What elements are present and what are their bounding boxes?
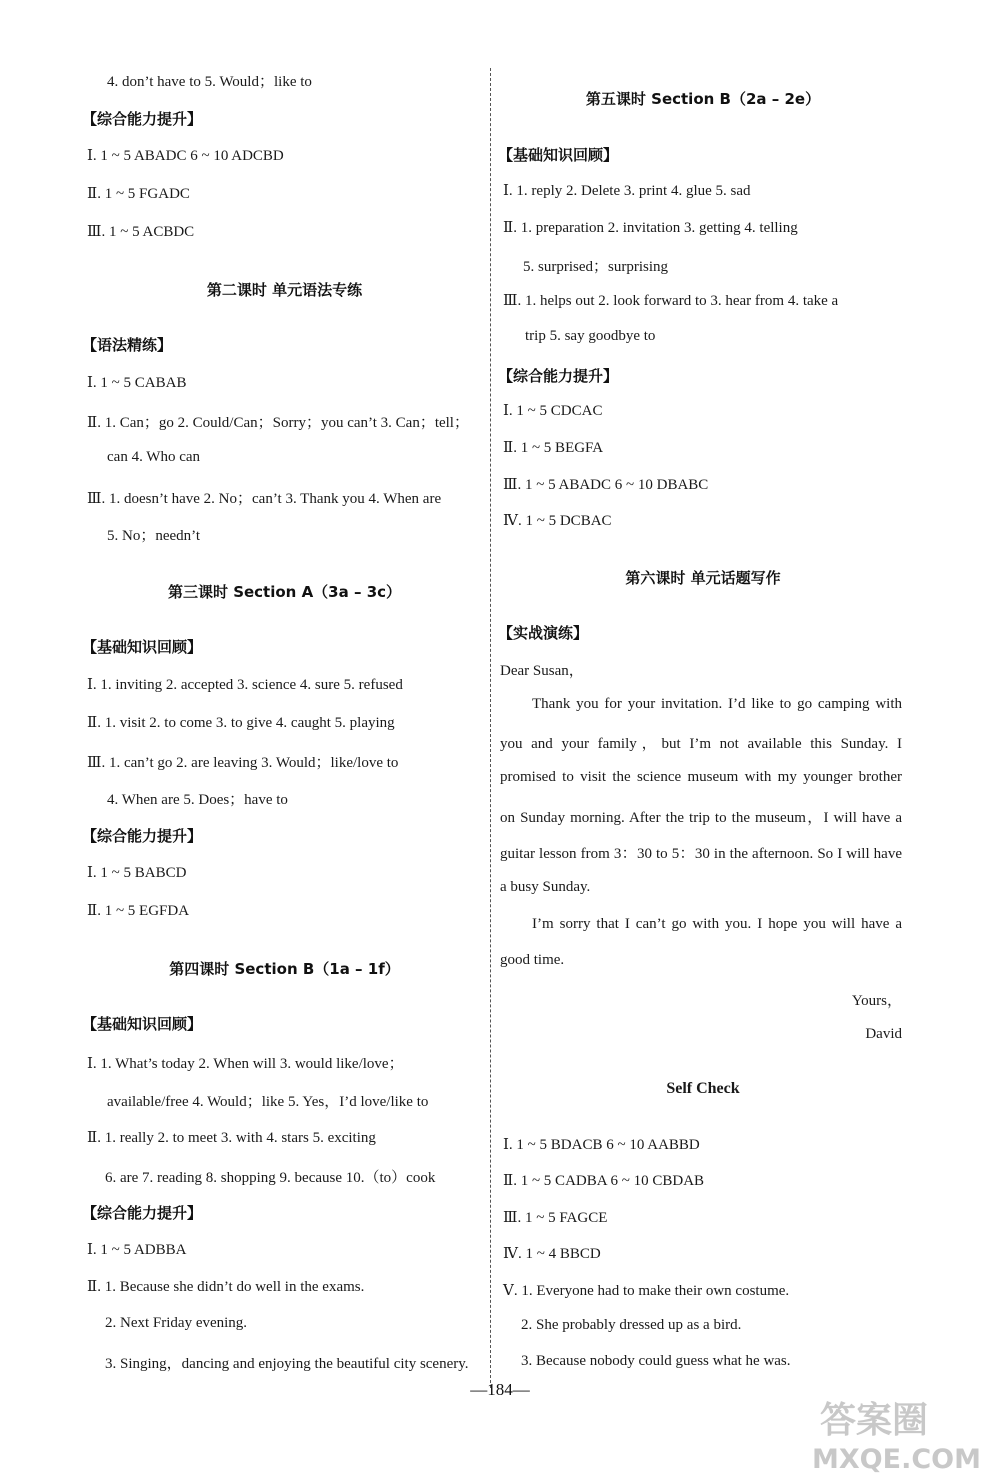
answer-line: Ⅰ. 1 ~ 5 CABAB: [87, 375, 187, 391]
answer-line: Ⅰ. 1 ~ 5 BDACB 6 ~ 10 AABBD: [503, 1137, 700, 1153]
letter-text: I’m sorry that I can’t go with you. I hope you will have a: [532, 916, 902, 932]
answer-line: 4. don’t have to 5. Would；like to: [107, 74, 312, 90]
answer-line: Ⅲ. 1 ~ 5 ACBDC: [87, 224, 195, 240]
answer-line: 2. Next Friday evening.: [105, 1315, 248, 1331]
section-label: 【基础知识回顾】: [498, 146, 619, 164]
answer-line: Ⅰ. 1. What’s today 2. When will 3. would like/love；: [87, 1056, 404, 1072]
answer-line: Ⅱ. 1. Can；go 2. Could/Can；Sorry；you can’t 3. Can；tell；: [87, 415, 469, 431]
answer-line: Ⅲ. 1 ~ 5 FAGCE: [503, 1210, 608, 1226]
answer-line: 4. When are 5. Does；have to: [107, 792, 288, 808]
section-label: 【综合能力提升】: [82, 1204, 203, 1222]
answer-line: Ⅲ. 1 ~ 5 ABADC 6 ~ 10 DBABC: [503, 477, 709, 493]
lesson-title: Self Check: [666, 1080, 740, 1097]
page-number: —184—: [470, 1380, 530, 1399]
answer-line: Ⅱ. 1. Because she didn’t do well in the exams.: [87, 1279, 365, 1295]
answer-line: trip 5. say goodbye to: [525, 328, 656, 344]
answer-line: Ⅱ. 1. visit 2. to come 3. to give 4. caught 5. playing: [87, 715, 395, 731]
letter-text: on Sunday morning. After the trip to the museum，I will have a: [500, 810, 902, 826]
section-label: 【基础知识回顾】: [82, 1015, 203, 1033]
lesson-title: 第五课时 Section B（2a – 2e）: [585, 90, 821, 108]
section-label: 【综合能力提升】: [498, 367, 619, 385]
answer-line: Ⅱ. 1 ~ 5 BEGFA: [503, 440, 604, 456]
answer-line: Ⅰ. 1 ~ 5 ADBBA: [87, 1242, 187, 1258]
answer-line: Ⅲ. 1. helps out 2. look forward to 3. hear from 4. take a: [503, 293, 839, 309]
answer-line: Ⅱ. 1 ~ 5 CADBA 6 ~ 10 CBDAB: [503, 1173, 705, 1189]
answer-line: Ⅲ. 1. can’t go 2. are leaving 3. Would；like/love to: [87, 755, 399, 771]
answer-line: 5. surprised；surprising: [523, 259, 668, 275]
answer-line: Ⅳ. 1 ~ 5 DCBAC: [503, 513, 612, 529]
answer-line: Ⅰ. 1. inviting 2. accepted 3. science 4. sure 5. refused: [87, 677, 403, 693]
lesson-title: 第二课时 单元语法专练: [206, 281, 363, 299]
watermark-url: MXQE.COM: [812, 1444, 981, 1474]
lesson-title: 第四课时 Section B（1a – 1f）: [169, 960, 400, 978]
answer-line: Ⅱ. 1. preparation 2. invitation 3. getting 4. telling: [503, 220, 798, 236]
answer-line: available/free 4. Would；like 5. Yes，I’d love/like to: [107, 1094, 429, 1110]
letter-greeting: Dear Susan，: [500, 663, 584, 679]
section-label: 【基础知识回顾】: [82, 638, 203, 656]
answer-line: Ⅰ. 1 ~ 5 BABCD: [87, 865, 187, 881]
letter-text: Thank you for your invitation. I’d like to go camping with: [532, 696, 902, 712]
letter-text: you and your family，but I’m not available this Sunday. I: [500, 736, 902, 752]
lesson-title: 第三课时 Section A（3a – 3c）: [167, 583, 402, 601]
letter-text: good time.: [500, 952, 565, 968]
answer-line: 2. She probably dressed up as a bird.: [521, 1317, 742, 1333]
answer-line: Ⅲ. 1. doesn’t have 2. No；can’t 3. Thank you 4. When are: [87, 491, 442, 507]
letter-text: a busy Sunday.: [500, 879, 591, 895]
answer-line: 3. Singing，dancing and enjoying the beautiful city scenery.: [105, 1356, 469, 1372]
column-divider: [490, 68, 491, 1388]
section-label: 【综合能力提升】: [82, 827, 203, 845]
answer-line: Ⅰ. 1 ~ 5 ABADC 6 ~ 10 ADCBD: [87, 148, 284, 164]
lesson-title: 第六课时 单元话题写作: [625, 569, 781, 587]
answer-line: Ⅰ. 1 ~ 5 CDCAC: [503, 403, 603, 419]
answer-line: Ⅱ. 1. really 2. to meet 3. with 4. stars 5. exciting: [87, 1130, 376, 1146]
answer-line: can 4. Who can: [107, 449, 201, 465]
section-label: 【综合能力提升】: [82, 110, 203, 128]
section-label: 【语法精练】: [82, 336, 173, 354]
letter-closing: Yours，: [851, 993, 902, 1009]
watermark-logo: [790, 1388, 995, 1474]
answer-line: Ⅱ. 1 ~ 5 FGADC: [87, 186, 190, 202]
answer-line: 5. No；needn’t: [107, 528, 201, 544]
letter-signature: David: [865, 1026, 902, 1042]
letter-text: guitar lesson from 3：30 to 5：30 in the afternoon. So I will have: [500, 846, 902, 862]
answer-line: 3. Because nobody could guess what he was.: [521, 1353, 791, 1369]
answer-line: Ⅰ. 1. reply 2. Delete 3. print 4. glue 5. sad: [503, 183, 751, 199]
answer-line: Ⅴ. 1. Everyone had to make their own costume.: [503, 1283, 790, 1299]
watermark-title: 答案圈: [820, 1400, 929, 1441]
answer-line: 6. are 7. reading 8. shopping 9. because 10.（to）cook: [105, 1170, 436, 1186]
answer-line: Ⅳ. 1 ~ 4 BBCD: [503, 1246, 601, 1262]
section-label: 【实战演练】: [498, 624, 589, 642]
letter-text: promised to visit the science museum with my younger brother: [500, 769, 902, 785]
answer-line: Ⅱ. 1 ~ 5 EGFDA: [87, 903, 190, 919]
